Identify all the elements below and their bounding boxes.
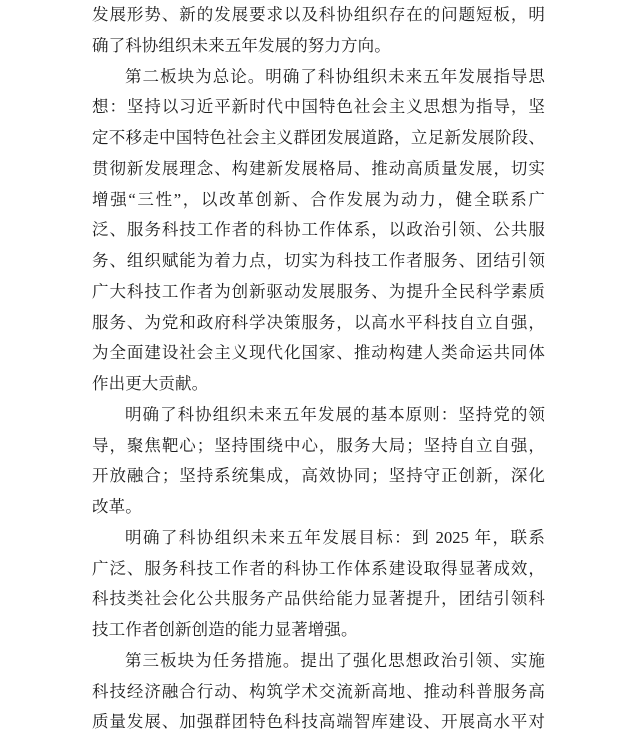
text-line: 广泛、服务科技工作者的科协工作体系建设取得显著成效，	[92, 558, 545, 578]
text-line: 确了科协组织未来五年发展的努力方向。	[92, 35, 391, 55]
text-line: 第二板块为总论。明确了科协组织未来五年发展指导思	[125, 66, 545, 86]
text-line: 定不移走中国特色社会主义群团发展道路，立足新发展阶段、	[92, 128, 545, 147]
text-line: 想：坚持以习近平新时代中国特色社会主义思想为指导，坚	[92, 97, 545, 117]
text-line: 第三板块为任务措施。提出了强化思想政治引领、实施	[125, 650, 545, 670]
text-line: 明确了科协组织未来五年发展目标：到 2025 年，联系	[125, 527, 545, 547]
text-line: 改革。	[92, 497, 142, 516]
text-line: 科技类社会化公共服务产品供给能力显著提升，团结引领科	[92, 589, 545, 609]
text-line: 发展形势、新的发展要求以及科协组织存在的问题短板，明	[92, 5, 545, 24]
text-line: 质量发展、加强群团特色科技高端智库建设、开展高水平对	[92, 712, 545, 732]
text-line: 技工作者创新创造的能力显著增强。	[92, 620, 358, 639]
text-line: 为全面建设社会主义现代化国家、推动构建人类命运共同体	[92, 343, 545, 363]
text-line: 泛、服务科技工作者的科协工作体系，以政治引领、公共服	[92, 220, 545, 240]
paragraph-tasks	[92, 646, 545, 738]
text-line: 导，聚焦靶心；坚持围绕中心，服务大局；坚持自立自强，	[92, 435, 545, 455]
text-line: 广大科技工作者为创新驱动发展服务、为提升全民科学素质	[92, 281, 545, 301]
text-line: 明确了科协组织未来五年发展的基本原则：坚持党的领	[125, 404, 545, 424]
paragraph-overview	[92, 62, 545, 400]
paragraph-continuation	[92, 0, 545, 62]
text-line: 科技经济融合行动、构筑学术交流新高地、推动科普服务高	[92, 681, 545, 701]
paragraph-goals	[92, 523, 545, 646]
text-line: 务、组织赋能为着力点，切实为科技工作者服务、团结引领	[92, 251, 545, 270]
paragraph-principles	[92, 400, 545, 523]
text-line: 增强“三性”，以改革创新、合作发展为动力，健全联系广	[92, 189, 545, 209]
text-line: 开放融合；坚持系统集成，高效协同；坚持守正创新，深化	[92, 466, 545, 486]
text-line: 作出更大贡献。	[92, 374, 209, 393]
text-line: 服务、为党和政府科学决策服务，以高水平科技自立自强，	[92, 312, 545, 332]
text-line: 贯彻新发展理念、构建新发展格局、推动高质量发展，切实	[92, 158, 545, 178]
